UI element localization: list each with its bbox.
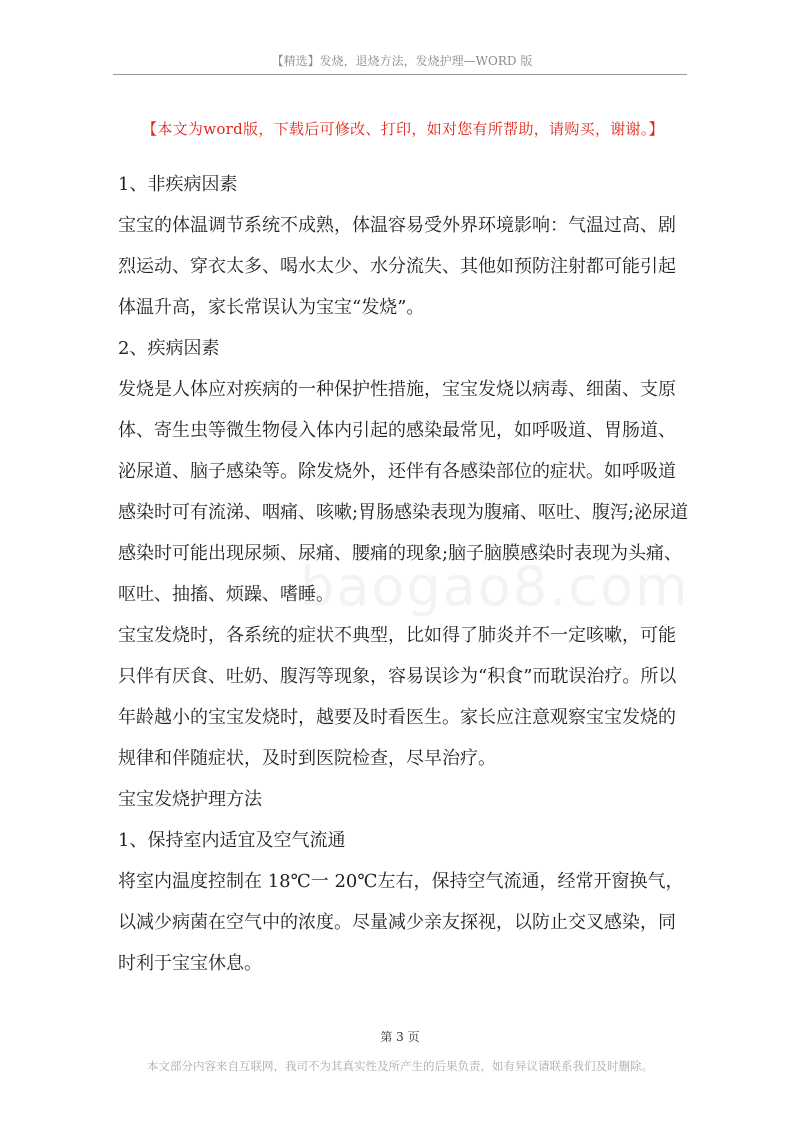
heading-disease-factors: 2、疾病因素 bbox=[118, 338, 220, 359]
heading-non-disease-factors: 1、非疾病因素 bbox=[118, 174, 238, 195]
header-divider bbox=[113, 74, 687, 75]
watermark: baogao8.com bbox=[300, 555, 690, 618]
page-number: 第 3 页 bbox=[380, 1030, 420, 1044]
heading-room-ventilation: 1、保持室内适宜及空气流通 bbox=[118, 830, 346, 851]
page-header-title: 【精选】发烧，退烧方法，发烧护理—WORD 版 bbox=[271, 54, 533, 68]
heading-fever-care-methods: 宝宝发烧护理方法 bbox=[118, 789, 262, 810]
paragraph-room-temperature: 将室内温度控制在 18℃一 20℃左右，保持空气流通，经常开窗换气，以减少病菌在空气中的浓度。尽量减少亲友探视，以防止交叉感染，同时利于宝宝休息。 bbox=[118, 871, 684, 974]
footer-disclaimer: 本文部分内容来自互联网，我司不为其真实性及所产生的后果负责，如有异议请联系我们及时删除。 bbox=[147, 1059, 653, 1073]
purchase-notice: 【本文为word版，下载后可修改、打印，如对您有所帮助，请购买，谢谢。】 bbox=[142, 120, 664, 138]
document-body bbox=[118, 164, 692, 984]
paragraph-temperature-regulation: 宝宝的体温调节系统不成熟，体温容易受外界环境影响：气温过高、剧烈运动、穿衣太多、喝水太少、水分流失、其他如预防注射都可能引起体温升高，家长常误认为宝宝“发烧”。 bbox=[118, 215, 676, 318]
paragraph-fever-infection: 发烧是人体应对疾病的一种保护性措施，宝宝发烧以病毒、细菌、支原体、寄生虫等微生物侵入体内引起的感染最常见，如呼吸道、胃肠道、泌尿道、脑子感染等。除发烧外，还伴有各感染部位的症状。如呼吸道感染时可有流涕、咽痛、咳嗽;胃肠感染表现为腹痛、呕吐、腹泻;泌尿道感染时可能出现尿频、尿痛、腰痛的现象;脑子脑膜感染时表现为头痛、呕吐、抽搐、烦躁、嗜睡。 bbox=[118, 379, 689, 605]
paragraph-atypical-symptoms: 宝宝发烧时，各系统的症状不典型，比如得了肺炎并不一定咳嗽，可能只伴有厌食、吐奶、腹泻等现象，容易误诊为“积食”而耽误治疗。所以年龄越小的宝宝发烧时，越要及时看医生。家长应注意观察宝宝发烧的规律和伴随症状，及时到医院检查，尽早治疗。 bbox=[118, 625, 677, 769]
